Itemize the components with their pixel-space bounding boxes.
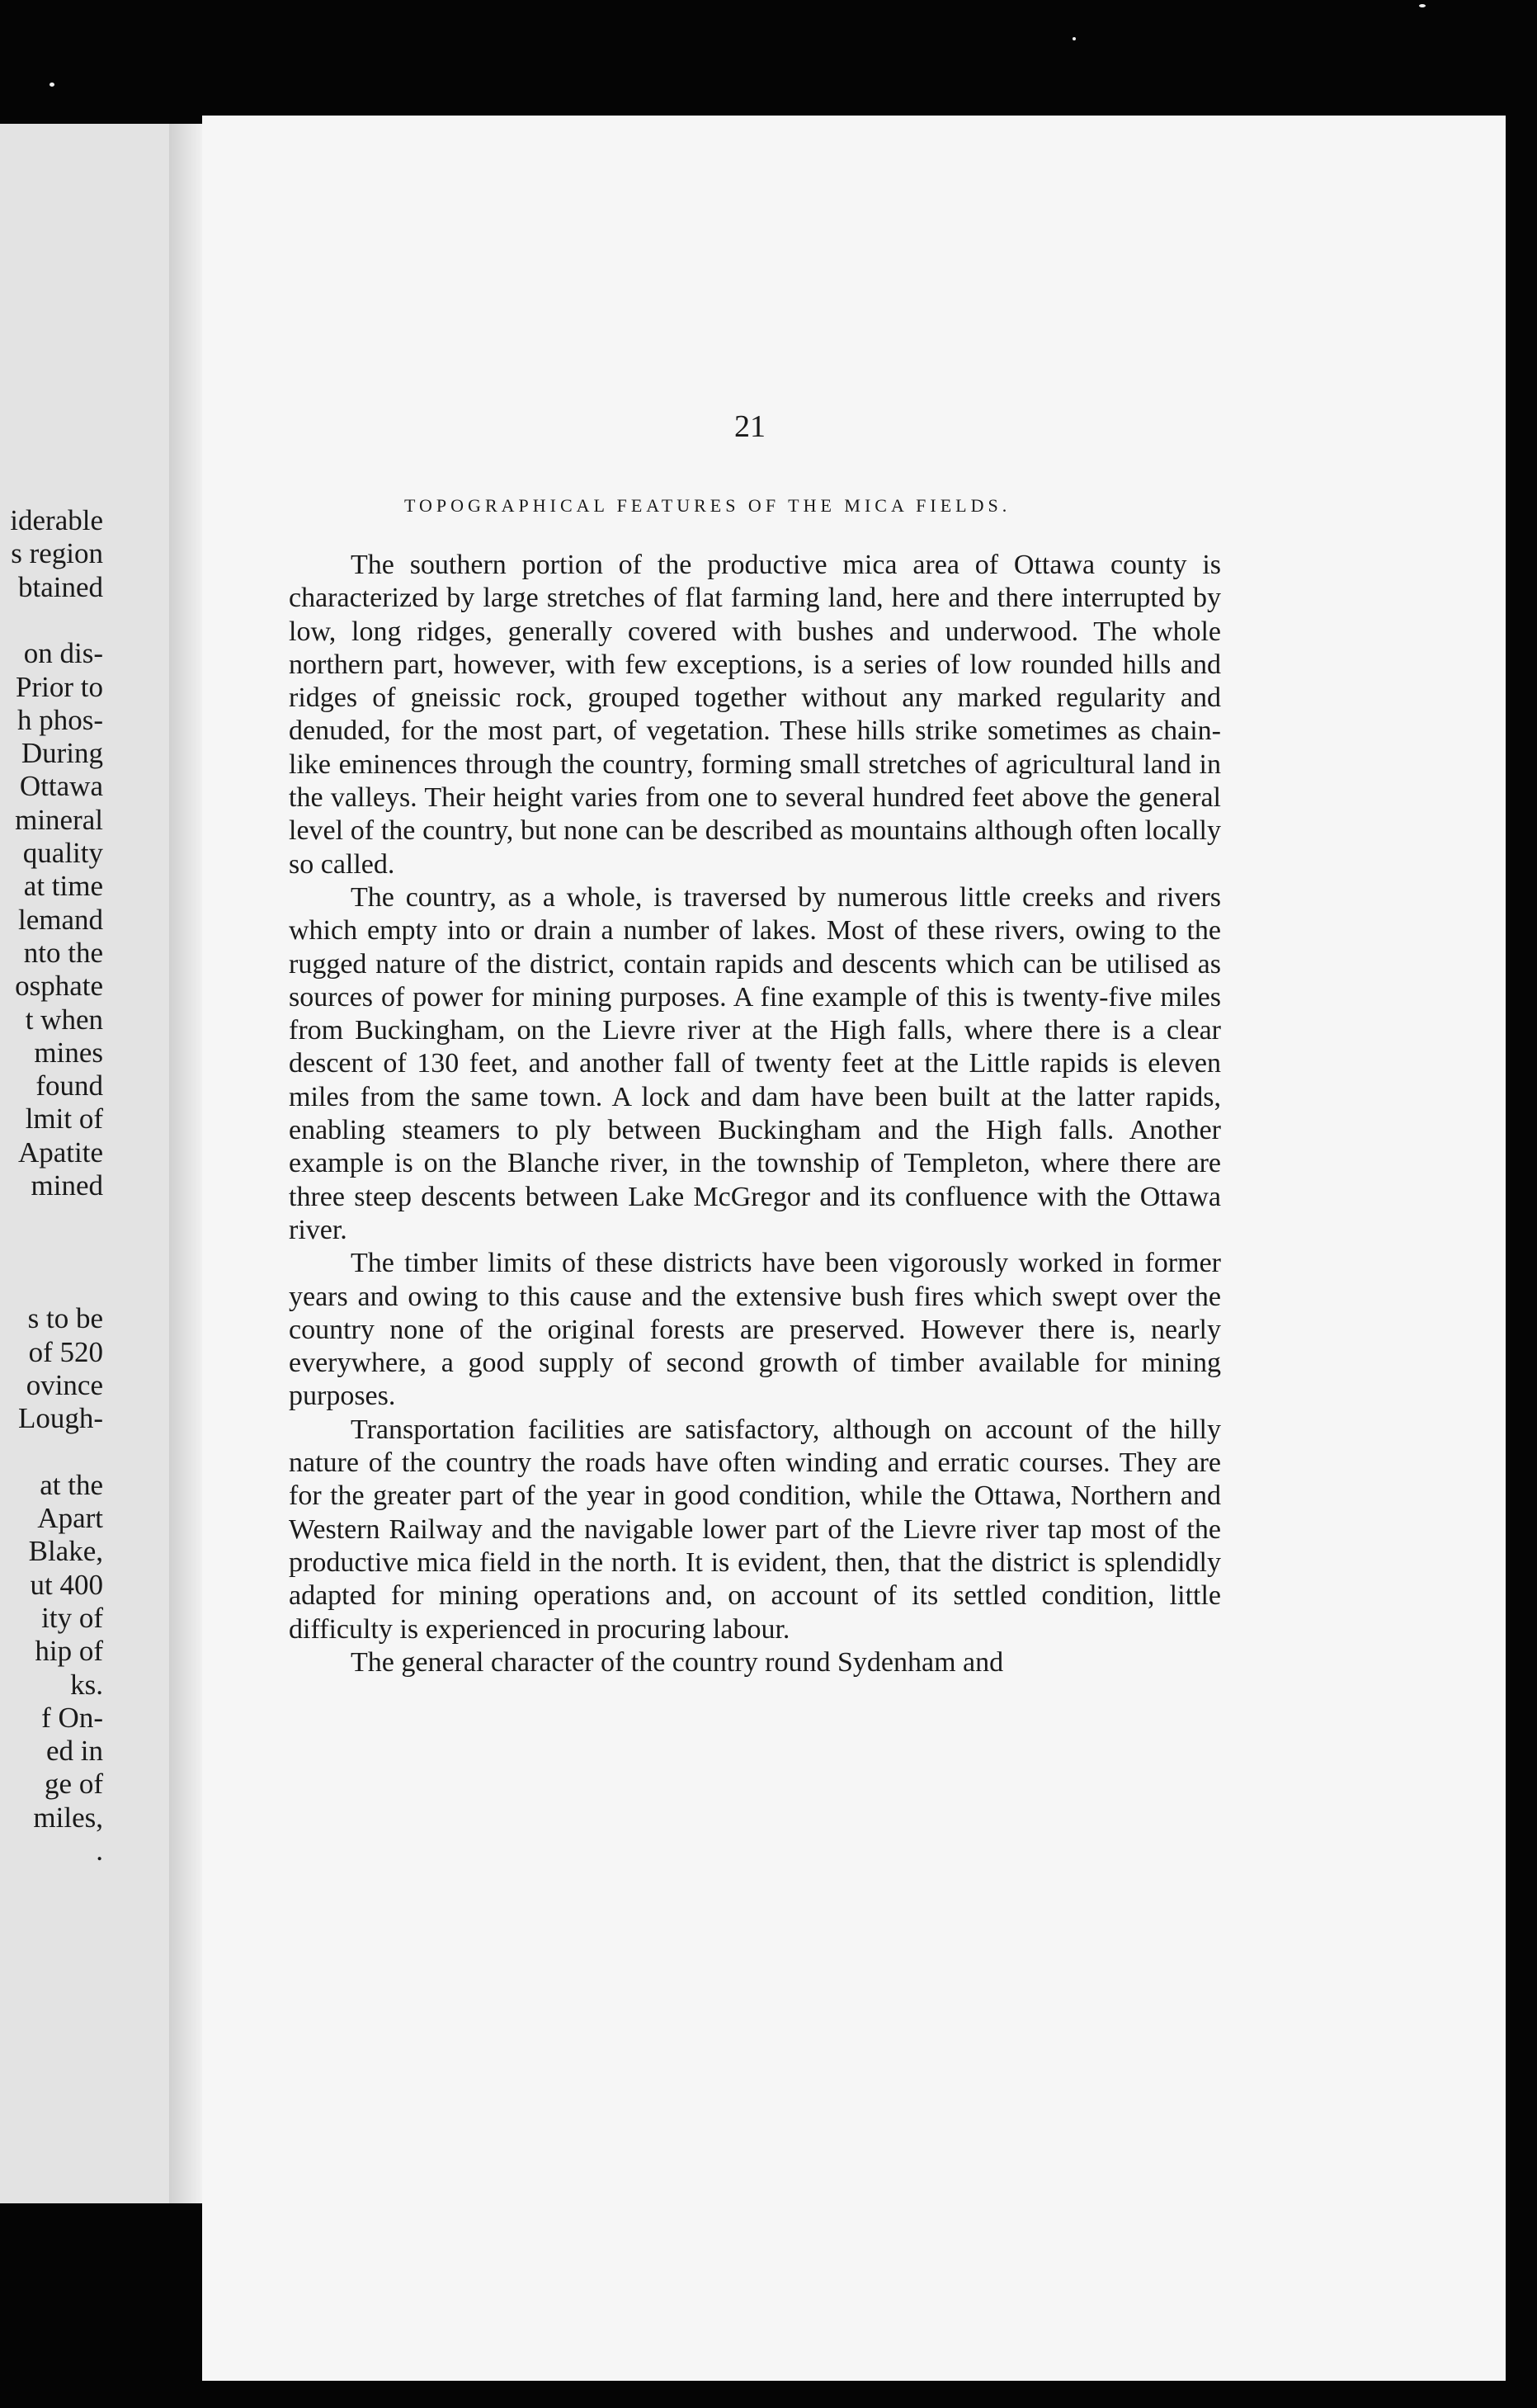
left-page-line: nto the [23,936,103,969]
left-page [0,124,169,2203]
left-page-line: ut 400 [30,1568,103,1601]
left-page-line: at time [23,870,103,903]
left-page-line: t when [25,1003,103,1036]
left-page-line: on dis- [23,637,103,670]
paragraph-1: The southern portion of the productive mica area of Ottawa county is characterized by large stretches of flat farming land, here and there interrupted by low, long ridges, generally covered with bushes and underwood. The whole northern part, however, with few exceptions, is a series of low rounded hills and ridges of gneissic rock, grouped together without any marked regularity and denuded, for the most part, of vegetation. These hills strike sometimes as chain-like eminences through the country, forming small stretches of agricultural land in the valleys. Their height varies from one to several hundred feet above the general level of the country, but none can be described as mountains although often locally so called. [289,550,1221,880]
section-title: TOPOGRAPHICAL FEATURES OF THE MICA FIELDS. [404,495,1011,516]
left-page-line: osphate [15,970,103,1003]
left-page-line: mineral [15,803,103,836]
left-page-line: lmit of [25,1102,103,1136]
left-page-line: at the [40,1468,103,1501]
left-page-line: ge of [45,1768,103,1801]
scan-speck [1419,4,1426,7]
left-page-line: quality [22,837,103,869]
left-page-line: of 520 [28,1335,103,1368]
left-page-line: h phos- [17,703,103,736]
page-gutter [169,124,206,2203]
scan-speck [50,83,54,87]
left-page-line: btained [17,570,103,603]
left-page-line: Lough- [17,1402,103,1435]
left-page-line: Ottawa [19,770,103,803]
left-page-line: hip of [35,1635,103,1668]
left-page-line: s region [11,537,103,570]
left-page-line: lemand [17,903,103,936]
left-page-line: found [35,1069,103,1102]
left-page-line: ity of [41,1601,103,1634]
left-page-line: mines [34,1036,103,1069]
left-page-line: mined [31,1169,103,1202]
paragraph-5: The general character of the country round Sydenham and [351,1646,1004,1678]
left-page-line: Prior to [16,670,103,703]
page-number: 21 [734,409,766,444]
left-page-line: Blake, [28,1535,103,1568]
left-page-line: f On- [41,1701,103,1734]
paragraph-3: The timber limits of these districts have been vigorously worked in former years and owing to this cause and the extensive bush fires which swept over the country none of the original forests are preserved. However there is, nearly everywhere, a good supply of second growth of timber available for mining purposes. [289,1248,1221,1412]
left-page-line: iderable [10,504,103,536]
left-page-line: Apart [37,1502,103,1534]
left-page-line: ovince [26,1368,103,1401]
left-page-line: Apatite [17,1136,103,1169]
scan-speck [1073,37,1076,40]
left-page-line: ks. [70,1668,103,1701]
left-page-line: . [96,1834,103,1867]
left-page-line: s to be [27,1302,103,1335]
paragraph-4: Transportation facilities are satisfactory, although on account of the hilly nature of the country the roads have often winding and erratic courses. They are for the greater part of the year in good condition, while the Ottawa, Northern and Western Railway and the navigable lower part of the Lievre river tap most of the productive mica field in the north. It is evident, then, that the district is splendidly adapted for mining operations and, on account of its settled condition, little difficulty is experienced in procuring labour. [289,1414,1221,1645]
left-page-line: ed in [45,1735,103,1768]
body-text [289,549,1221,1679]
left-page-line: During [21,737,103,770]
left-page-line: miles, [33,1801,103,1834]
paragraph-2: The country, as a whole, is traversed by numerous little creeks and rivers which empty into or drain a number of lakes. Most of these rivers, owing to the rugged nature of the district, contain rapids and descents which can be utilised as sources of power for mining purposes. A fine example of this is twenty-five miles from Buckingham, on the Lievre river at the High falls, where there is a clear descent of 130 feet, and another fall of twenty feet at the Little rapids is eleven miles from the same town. A lock and dam have been built at the latter rapids, enabling steamers to ply between Buckingham and the High falls. Another example is on the Blanche river, in the township of Templeton, where there are three steep descents between Lake McGregor and its confluence with the Ottawa river. [289,881,1221,1245]
